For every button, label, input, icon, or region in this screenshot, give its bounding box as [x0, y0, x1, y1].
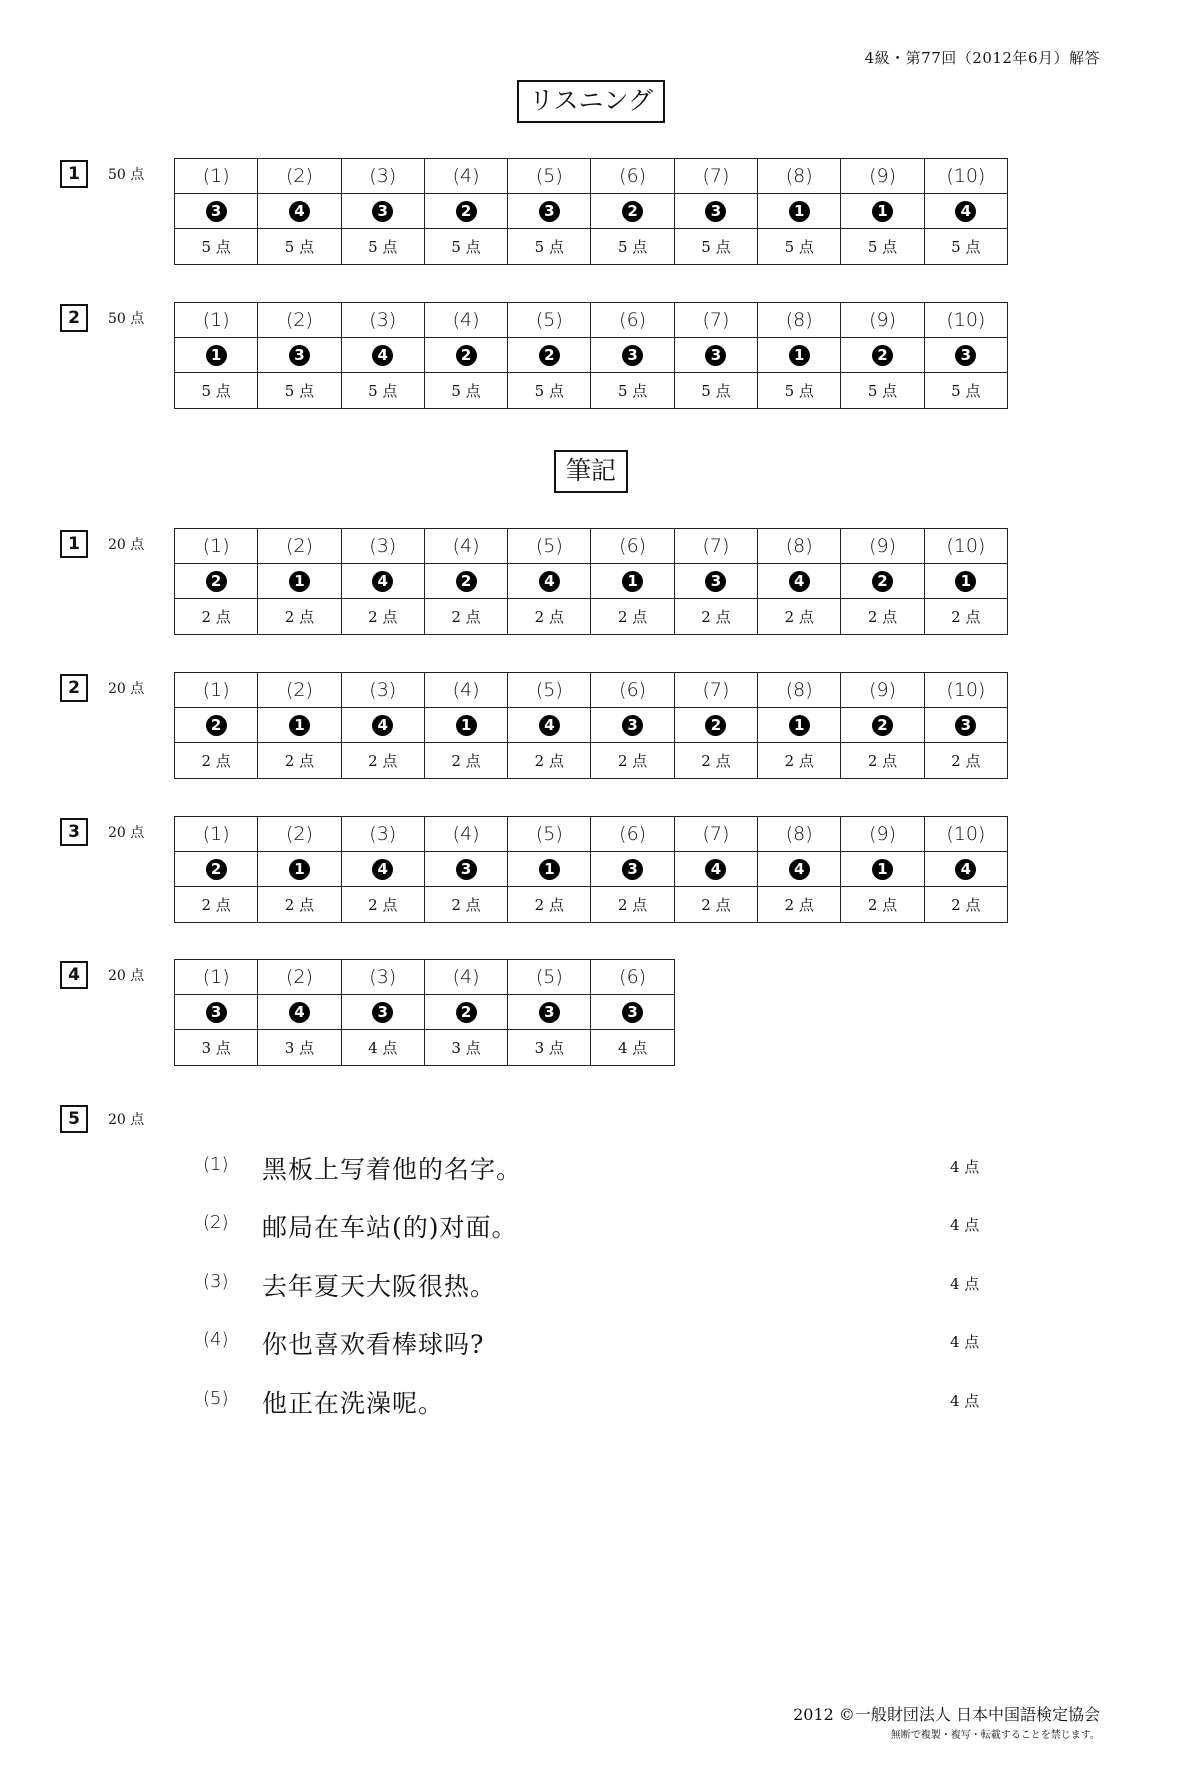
- answer-circle: 2: [206, 715, 227, 736]
- sub-question-label-cell: (10): [924, 673, 1007, 708]
- answer-choice-cell: [758, 708, 841, 743]
- points-cell-cell: 2 点: [758, 887, 841, 923]
- answer-circle: 2: [622, 201, 643, 222]
- sub-question-label-cell: (8): [758, 159, 841, 194]
- sub-question-label-cell: (8): [758, 673, 841, 708]
- sub-question-label-cell: (4): [424, 817, 507, 852]
- answer-choice-cell: [508, 338, 591, 373]
- answer-choice-cell: [924, 564, 1007, 599]
- table-row: [175, 194, 1008, 229]
- answer-circle: 1: [872, 201, 893, 222]
- answer-circle: 3: [539, 201, 560, 222]
- question-number: 2: [60, 304, 88, 332]
- sub-question-label-cell: (9): [841, 817, 924, 852]
- points-cell-cell: 2 点: [841, 599, 924, 635]
- sub-question-label-cell: (4): [424, 303, 507, 338]
- points-cell-cell: 2 点: [924, 599, 1007, 635]
- answer-circle: 1: [789, 715, 810, 736]
- translation-label: (1): [203, 1154, 229, 1175]
- points-cell-cell: 2 点: [341, 887, 424, 923]
- points-cell-cell: 5 点: [341, 229, 424, 265]
- points-cell-cell: 4 点: [341, 1030, 424, 1066]
- points-cell-cell: 5 点: [341, 373, 424, 409]
- sub-question-label-cell: (4): [424, 960, 507, 995]
- points-cell-cell: 4 点: [591, 1030, 674, 1066]
- points-cell-cell: 2 点: [341, 599, 424, 635]
- answer-choice-cell: [341, 995, 424, 1030]
- sub-question-label-cell: (2): [258, 159, 341, 194]
- points-cell-cell: 2 点: [674, 743, 757, 779]
- sub-question-label-cell: (6): [591, 159, 674, 194]
- question-number: 2: [60, 674, 88, 702]
- table-row: [175, 817, 1008, 852]
- answer-choice-cell: [424, 564, 507, 599]
- sub-question-label-cell: (3): [341, 159, 424, 194]
- sub-question-label-cell: (2): [258, 817, 341, 852]
- translation-label: (4): [203, 1329, 229, 1350]
- sub-question-label-cell: (4): [424, 673, 507, 708]
- answer-circle: 4: [289, 201, 310, 222]
- sub-question-label-cell: (7): [674, 817, 757, 852]
- answer-circle: 2: [456, 1002, 477, 1023]
- question-number: 5: [60, 1105, 88, 1133]
- answer-circle: 1: [955, 571, 976, 592]
- question-total: 50 点: [108, 311, 145, 327]
- answer-choice-cell: [758, 338, 841, 373]
- sub-question-label-cell: (9): [841, 159, 924, 194]
- points-cell-cell: 5 点: [175, 229, 258, 265]
- sub-question-label-cell: (1): [175, 673, 258, 708]
- points-cell-cell: 2 点: [924, 887, 1007, 923]
- points-cell-cell: 5 点: [841, 373, 924, 409]
- answer-circle: 2: [456, 345, 477, 366]
- answer-choice-cell: [341, 708, 424, 743]
- points-cell-cell: 2 点: [591, 599, 674, 635]
- sub-question-label-cell: (2): [258, 960, 341, 995]
- sub-question-label-cell: (1): [175, 817, 258, 852]
- table-row: [175, 159, 1008, 194]
- table-row: [175, 564, 1008, 599]
- points-cell-cell: 5 点: [841, 229, 924, 265]
- points-cell-cell: 2 点: [508, 743, 591, 779]
- points-cell-cell: 2 点: [591, 743, 674, 779]
- question-total: 20 点: [108, 825, 145, 841]
- points-cell-cell: 2 点: [674, 599, 757, 635]
- answer-circle: 3: [622, 859, 643, 880]
- points-cell-cell: 2 点: [175, 743, 258, 779]
- sub-question-label-cell: (7): [674, 529, 757, 564]
- answer-choice-cell: [175, 852, 258, 887]
- translation-row: [0, 1150, 1182, 1190]
- answer-choice-cell: [674, 194, 757, 229]
- answer-choice-cell: [424, 708, 507, 743]
- answer-choice-cell: [175, 194, 258, 229]
- points-cell-cell: 2 点: [424, 887, 507, 923]
- sub-question-label-cell: (10): [924, 529, 1007, 564]
- answer-circle: 1: [289, 715, 310, 736]
- answer-circle: 3: [705, 345, 726, 366]
- answer-circle: 4: [539, 571, 560, 592]
- answer-choice-cell: [258, 708, 341, 743]
- answer-circle: 4: [955, 201, 976, 222]
- answer-circle: 3: [206, 1002, 227, 1023]
- points-cell-cell: 2 点: [508, 887, 591, 923]
- sub-question-label-cell: (3): [341, 303, 424, 338]
- answer-circle: 3: [539, 1002, 560, 1023]
- table-row: [175, 673, 1008, 708]
- table-row: [175, 743, 1008, 779]
- sub-question-label-cell: (3): [341, 960, 424, 995]
- points-cell-cell: 5 点: [258, 229, 341, 265]
- answer-choice-cell: [591, 708, 674, 743]
- question-total: 50 点: [108, 167, 145, 183]
- answer-choice-cell: [591, 564, 674, 599]
- answer-choice-cell: [674, 564, 757, 599]
- exam-label: 4級・第77回（2012年6月）解答: [864, 49, 1100, 67]
- points-cell-cell: 5 点: [924, 229, 1007, 265]
- sub-question-label-cell: (1): [175, 303, 258, 338]
- answer-circle: 2: [456, 201, 477, 222]
- points-cell-cell: 5 点: [508, 229, 591, 265]
- answer-choice-cell: [258, 338, 341, 373]
- answer-choice-cell: [841, 338, 924, 373]
- answer-circle: 4: [372, 859, 393, 880]
- translation-row: [0, 1384, 1182, 1424]
- answer-choice-cell: [591, 852, 674, 887]
- answer-circle: 3: [622, 715, 643, 736]
- translation-row: [0, 1208, 1182, 1248]
- answer-circle: 1: [872, 859, 893, 880]
- answer-circle: 2: [206, 571, 227, 592]
- translation-label: (5): [203, 1388, 229, 1409]
- answer-choice-cell: [674, 708, 757, 743]
- sub-question-label-cell: (6): [591, 817, 674, 852]
- answer-choice-cell: [258, 852, 341, 887]
- answer-circle: 1: [539, 859, 560, 880]
- answer-circle: 1: [289, 571, 310, 592]
- answer-choice-cell: [758, 564, 841, 599]
- sub-question-label-cell: (5): [508, 817, 591, 852]
- answer-choice-cell: [591, 338, 674, 373]
- answer-circle: 4: [372, 571, 393, 592]
- points-cell-cell: 5 点: [758, 229, 841, 265]
- points-cell-cell: 5 点: [591, 229, 674, 265]
- answer-circle: 3: [622, 345, 643, 366]
- answer-circle: 4: [372, 345, 393, 366]
- table-row: [175, 995, 675, 1030]
- sub-question-label-cell: (5): [508, 960, 591, 995]
- sub-question-label-cell: (1): [175, 159, 258, 194]
- copy-notice: 無断で複製・複写・転載することを禁じます。: [890, 1730, 1100, 1741]
- translation-points: 4 点: [950, 1333, 980, 1351]
- points-cell-cell: 2 点: [424, 743, 507, 779]
- points-cell-cell: 2 点: [841, 887, 924, 923]
- points-cell-cell: 5 点: [508, 373, 591, 409]
- points-cell-cell: 2 点: [924, 743, 1007, 779]
- sub-question-label-cell: (5): [508, 303, 591, 338]
- translation-text: 他正在洗澡呢。: [262, 1389, 445, 1418]
- answer-choice-cell: [924, 708, 1007, 743]
- translation-points: 4 点: [950, 1392, 980, 1410]
- sub-question-label-cell: (3): [341, 529, 424, 564]
- answer-choice-cell: [175, 995, 258, 1030]
- points-cell-cell: 5 点: [758, 373, 841, 409]
- sub-question-label-cell: (2): [258, 529, 341, 564]
- points-cell-cell: 3 点: [175, 1030, 258, 1066]
- answer-circle: 2: [456, 571, 477, 592]
- sub-question-label-cell: (9): [841, 673, 924, 708]
- table-row: [175, 1030, 675, 1066]
- answer-choice-cell: [175, 564, 258, 599]
- sub-question-label-cell: (1): [175, 529, 258, 564]
- answer-table: [174, 959, 675, 1066]
- answer-circle: 4: [955, 859, 976, 880]
- answer-circle: 3: [955, 345, 976, 366]
- answer-choice-cell: [841, 194, 924, 229]
- answer-circle: 2: [872, 571, 893, 592]
- points-cell-cell: 2 点: [175, 599, 258, 635]
- answer-choice-cell: [674, 852, 757, 887]
- question-total: 20 点: [108, 968, 145, 984]
- points-cell-cell: 2 点: [591, 887, 674, 923]
- answer-choice-cell: [758, 194, 841, 229]
- sub-question-label-cell: (2): [258, 673, 341, 708]
- answer-circle: 3: [705, 571, 726, 592]
- answer-choice-cell: [924, 338, 1007, 373]
- points-cell-cell: 5 点: [924, 373, 1007, 409]
- answer-circle: 1: [622, 571, 643, 592]
- answer-choice-cell: [424, 852, 507, 887]
- answer-choice-cell: [508, 194, 591, 229]
- section-title-listening: リスニング: [517, 80, 665, 123]
- answer-circle: 3: [622, 1002, 643, 1023]
- sub-question-label-cell: (6): [591, 960, 674, 995]
- answer-circle: 1: [456, 715, 477, 736]
- sub-question-label-cell: (6): [591, 529, 674, 564]
- answer-circle: 2: [705, 715, 726, 736]
- points-cell-cell: 3 点: [424, 1030, 507, 1066]
- sub-question-label-cell: (4): [424, 159, 507, 194]
- table-row: [175, 303, 1008, 338]
- answer-table: [174, 816, 1008, 923]
- answer-choice-cell: [841, 708, 924, 743]
- sub-question-label-cell: (10): [924, 159, 1007, 194]
- question-total: 20 点: [108, 1112, 145, 1128]
- sub-question-label-cell: (10): [924, 303, 1007, 338]
- answer-circle: 3: [705, 201, 726, 222]
- sub-question-label-cell: (7): [674, 673, 757, 708]
- points-cell-cell: 5 点: [424, 229, 507, 265]
- answer-choice-cell: [175, 708, 258, 743]
- answer-table: [174, 158, 1008, 265]
- answer-choice-cell: [341, 338, 424, 373]
- answer-choice-cell: [841, 564, 924, 599]
- table-row: [175, 960, 675, 995]
- answer-choice-cell: [591, 995, 674, 1030]
- answer-circle: 4: [539, 715, 560, 736]
- answer-choice-cell: [424, 194, 507, 229]
- section-title-writing: 筆記: [554, 450, 628, 493]
- sub-question-label-cell: (1): [175, 960, 258, 995]
- translation-points: 4 点: [950, 1158, 980, 1176]
- table-row: [175, 373, 1008, 409]
- sub-question-label-cell: (3): [341, 673, 424, 708]
- points-cell-cell: 2 点: [424, 599, 507, 635]
- sub-question-label-cell: (10): [924, 817, 1007, 852]
- sub-question-label-cell: (5): [508, 529, 591, 564]
- sub-question-label-cell: (8): [758, 817, 841, 852]
- answer-circle: 4: [705, 859, 726, 880]
- answer-circle: 4: [789, 859, 810, 880]
- answer-choice-cell: [258, 564, 341, 599]
- table-row: [175, 708, 1008, 743]
- answer-choice-cell: [674, 338, 757, 373]
- answer-circle: 3: [955, 715, 976, 736]
- sub-question-label-cell: (4): [424, 529, 507, 564]
- translation-points: 4 点: [950, 1275, 980, 1293]
- answer-choice-cell: [341, 194, 424, 229]
- answer-choice-cell: [175, 338, 258, 373]
- answer-circle: 2: [872, 345, 893, 366]
- points-cell-cell: 2 点: [258, 743, 341, 779]
- points-cell-cell: 2 点: [258, 599, 341, 635]
- answer-table: [174, 528, 1008, 635]
- translation-row: [0, 1325, 1182, 1365]
- points-cell-cell: 2 点: [341, 743, 424, 779]
- table-row: [175, 229, 1008, 265]
- question-number: 1: [60, 530, 88, 558]
- translation-text: 去年夏天大阪很热。: [262, 1272, 497, 1301]
- sub-question-label-cell: (9): [841, 303, 924, 338]
- points-cell-cell: 2 点: [175, 887, 258, 923]
- answer-choice-cell: [341, 564, 424, 599]
- answer-circle: 3: [456, 859, 477, 880]
- answer-circle: 3: [372, 1002, 393, 1023]
- sub-question-label-cell: (3): [341, 817, 424, 852]
- answer-table: [174, 302, 1008, 409]
- answer-choice-cell: [258, 194, 341, 229]
- points-cell-cell: 3 点: [258, 1030, 341, 1066]
- points-cell-cell: 2 点: [758, 743, 841, 779]
- answer-choice-cell: [508, 852, 591, 887]
- answer-circle: 3: [372, 201, 393, 222]
- sub-question-label-cell: (7): [674, 159, 757, 194]
- points-cell-cell: 2 点: [508, 599, 591, 635]
- answer-circle: 4: [789, 571, 810, 592]
- answer-choice-cell: [508, 995, 591, 1030]
- question-number: 4: [60, 961, 88, 989]
- points-cell-cell: 5 点: [258, 373, 341, 409]
- translation-label: (2): [203, 1212, 229, 1233]
- answer-choice-cell: [424, 338, 507, 373]
- answer-circle: 4: [289, 1002, 310, 1023]
- answer-circle: 3: [206, 201, 227, 222]
- answer-circle: 1: [789, 345, 810, 366]
- table-row: [175, 599, 1008, 635]
- question-number: 3: [60, 818, 88, 846]
- answer-circle: 2: [872, 715, 893, 736]
- answer-choice-cell: [758, 852, 841, 887]
- sub-question-label-cell: (5): [508, 159, 591, 194]
- table-row: [175, 529, 1008, 564]
- points-cell-cell: 2 点: [841, 743, 924, 779]
- sub-question-label-cell: (2): [258, 303, 341, 338]
- translation-text: 你也喜欢看棒球吗?: [262, 1330, 485, 1359]
- table-row: [175, 338, 1008, 373]
- points-cell-cell: 2 点: [674, 887, 757, 923]
- translation-label: (3): [203, 1271, 229, 1292]
- answer-choice-cell: [924, 852, 1007, 887]
- answer-circle: 4: [372, 715, 393, 736]
- sub-question-label-cell: (8): [758, 303, 841, 338]
- points-cell-cell: 5 点: [674, 229, 757, 265]
- points-cell-cell: 3 点: [508, 1030, 591, 1066]
- points-cell-cell: 2 点: [258, 887, 341, 923]
- answer-choice-cell: [341, 852, 424, 887]
- translation-row: [0, 1267, 1182, 1307]
- answer-choice-cell: [424, 995, 507, 1030]
- sub-question-label-cell: (5): [508, 673, 591, 708]
- translation-points: 4 点: [950, 1216, 980, 1234]
- copyright: 2012 ©一般財団法人 日本中国語検定協会: [793, 1705, 1100, 1724]
- answer-circle: 1: [289, 859, 310, 880]
- answer-circle: 1: [206, 345, 227, 366]
- points-cell-cell: 5 点: [591, 373, 674, 409]
- table-row: [175, 887, 1008, 923]
- sub-question-label-cell: (6): [591, 303, 674, 338]
- answer-choice-cell: [508, 708, 591, 743]
- answer-choice-cell: [924, 194, 1007, 229]
- answer-choice-cell: [508, 564, 591, 599]
- question-number: 1: [60, 160, 88, 188]
- answer-choice-cell: [591, 194, 674, 229]
- points-cell-cell: 5 点: [424, 373, 507, 409]
- answer-circle: 3: [289, 345, 310, 366]
- translation-text: 邮局在车站(的)对面。: [262, 1213, 518, 1242]
- sub-question-label-cell: (9): [841, 529, 924, 564]
- answer-choice-cell: [258, 995, 341, 1030]
- translation-text: 黑板上写着他的名字。: [262, 1155, 523, 1184]
- answer-circle: 2: [539, 345, 560, 366]
- answer-table: [174, 672, 1008, 779]
- points-cell-cell: 5 点: [674, 373, 757, 409]
- answer-circle: 1: [789, 201, 810, 222]
- points-cell-cell: 5 点: [175, 373, 258, 409]
- answer-choice-cell: [841, 852, 924, 887]
- table-row: [175, 852, 1008, 887]
- answer-circle: 2: [206, 859, 227, 880]
- points-cell-cell: 2 点: [758, 599, 841, 635]
- sub-question-label-cell: (7): [674, 303, 757, 338]
- question-total: 20 点: [108, 681, 145, 697]
- question-total: 20 点: [108, 537, 145, 553]
- sub-question-label-cell: (8): [758, 529, 841, 564]
- sub-question-label-cell: (6): [591, 673, 674, 708]
